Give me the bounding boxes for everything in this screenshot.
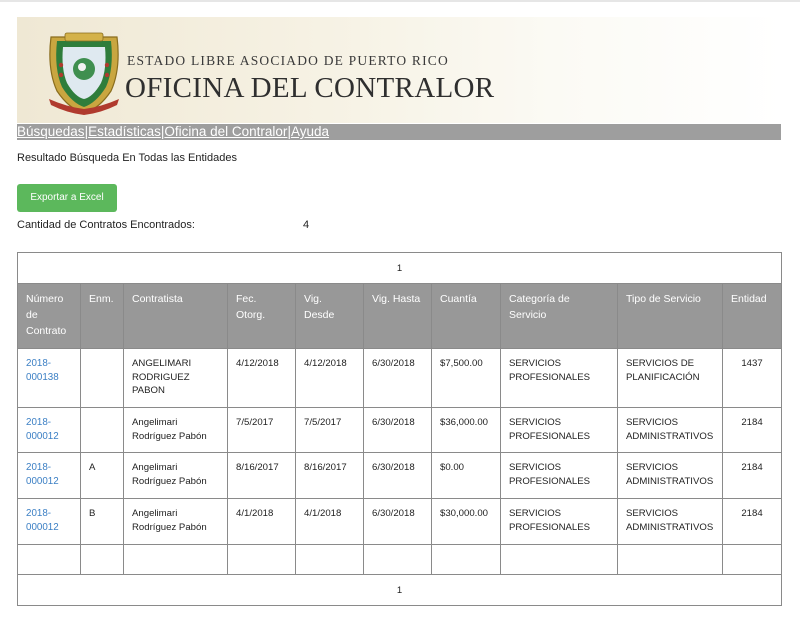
service-type-cell: SERVICIOS ADMINISTRATIVOS bbox=[618, 453, 723, 499]
contracts-table bbox=[17, 252, 782, 606]
valid-from-cell: 4/12/2018 bbox=[296, 349, 364, 408]
table-header bbox=[18, 284, 782, 349]
nav-separator: | bbox=[160, 124, 165, 139]
award-date-cell: 8/16/2017 bbox=[228, 453, 296, 499]
pager-top bbox=[18, 253, 782, 284]
contractor-cell: Angelimari Rodríguez Pabón bbox=[124, 499, 228, 545]
entity-cell: 2184 bbox=[723, 499, 782, 545]
service-type-cell: SERVICIOS ADMINISTRATIVOS bbox=[618, 499, 723, 545]
col-cuantia[interactable]: Cuantía bbox=[432, 284, 501, 349]
col-numero-contrato[interactable]: Número de Contrato bbox=[18, 284, 81, 349]
nav-separator: | bbox=[287, 124, 291, 139]
header-banner bbox=[17, 17, 781, 123]
category-cell: SERVICIOS PROFESIONALES bbox=[501, 408, 618, 453]
amount-cell: $0.00 bbox=[432, 453, 501, 499]
amount-cell: $7,500.00 bbox=[432, 349, 501, 408]
amount-cell: $36,000.00 bbox=[432, 408, 501, 453]
contract-number-link[interactable]: 2018-000138 bbox=[26, 358, 59, 383]
category-cell: SERVICIOS PROFESIONALES bbox=[501, 499, 618, 545]
amount-cell: $30,000.00 bbox=[432, 499, 501, 545]
award-date-cell: 7/5/2017 bbox=[228, 408, 296, 453]
page-link[interactable]: 1 bbox=[396, 584, 403, 596]
col-tipo-servicio[interactable]: Tipo de Servicio bbox=[618, 284, 723, 349]
col-contratista[interactable]: Contratista bbox=[124, 284, 228, 349]
top-border bbox=[0, 0, 800, 2]
service-type-cell: SERVICIOS ADMINISTRATIVOS bbox=[618, 408, 723, 453]
contractor-cell: Angelimari Rodríguez Pabón bbox=[124, 408, 228, 453]
nav-estadisticas[interactable]: Estadísticas bbox=[88, 124, 161, 139]
entity-cell: 2184 bbox=[723, 408, 782, 453]
contract-number-link[interactable]: 2018-000012 bbox=[26, 508, 59, 533]
nav-oficina-del-contralor[interactable]: Oficina del Contralor bbox=[164, 124, 288, 139]
valid-from-cell: 4/1/2018 bbox=[296, 499, 364, 545]
contract-number-link[interactable]: 2018-000012 bbox=[26, 417, 59, 442]
header-subtitle: ESTADO LIBRE ASOCIADO DE PUERTO RICO bbox=[127, 53, 449, 68]
entity-cell: 1437 bbox=[723, 349, 782, 408]
category-cell: SERVICIOS PROFESIONALES bbox=[501, 349, 618, 408]
nav-separator: | bbox=[84, 124, 89, 139]
table-row bbox=[18, 453, 782, 499]
col-vigencia-desde[interactable]: Vig. Desde bbox=[296, 284, 364, 349]
results-title: Resultado Búsqueda En Todas las Entidades bbox=[17, 152, 237, 164]
header-title: OFICINA DEL CONTRALOR bbox=[125, 72, 495, 104]
nav-busquedas[interactable]: Búsquedas bbox=[17, 124, 85, 139]
col-fecha-otorgamiento[interactable]: Fec. Otorg. bbox=[228, 284, 296, 349]
col-categoria-servicio[interactable]: Categoría de Servicio bbox=[501, 284, 618, 349]
col-vigencia-hasta[interactable]: Vig. Hasta bbox=[364, 284, 432, 349]
table-row bbox=[18, 499, 782, 545]
page-link[interactable]: 1 bbox=[396, 262, 403, 274]
amendment-cell: B bbox=[81, 499, 124, 545]
contracts-count-label: Cantidad de Contratos Encontrados: bbox=[17, 219, 195, 231]
service-type-cell: SERVICIOS DE PLANIFICACIÓN bbox=[618, 349, 723, 408]
export-excel-button[interactable]: Exportar a Excel bbox=[17, 184, 117, 212]
valid-from-cell: 7/5/2017 bbox=[296, 408, 364, 453]
amendment-cell: A bbox=[81, 453, 124, 499]
valid-to-cell: 6/30/2018 bbox=[364, 453, 432, 499]
table-row bbox=[18, 349, 782, 408]
nav-ayuda[interactable]: Ayuda bbox=[290, 124, 329, 139]
valid-from-cell: 8/16/2017 bbox=[296, 453, 364, 499]
amendment-cell bbox=[81, 349, 124, 408]
award-date-cell: 4/12/2018 bbox=[228, 349, 296, 408]
contracts-count-value: 4 bbox=[303, 219, 310, 231]
valid-to-cell: 6/30/2018 bbox=[364, 408, 432, 453]
category-cell: SERVICIOS PROFESIONALES bbox=[501, 453, 618, 499]
contractor-cell: Angelimari Rodríguez Pabón bbox=[124, 453, 228, 499]
nav-bar bbox=[17, 124, 781, 140]
contractor-cell: ANGELIMARI RODRIGUEZ PABON bbox=[124, 349, 228, 408]
contract-number-link[interactable]: 2018-000012 bbox=[26, 462, 59, 487]
valid-to-cell: 6/30/2018 bbox=[364, 349, 432, 408]
valid-to-cell: 6/30/2018 bbox=[364, 499, 432, 545]
empty-row bbox=[18, 545, 782, 575]
entity-cell: 2184 bbox=[723, 453, 782, 499]
col-enm[interactable]: Enm. bbox=[81, 284, 124, 349]
puerto-rico-seal-icon bbox=[47, 29, 121, 115]
pager-bottom bbox=[18, 575, 782, 606]
amendment-cell bbox=[81, 408, 124, 453]
col-entidad[interactable]: Entidad bbox=[723, 284, 782, 349]
award-date-cell: 4/1/2018 bbox=[228, 499, 296, 545]
table-row bbox=[18, 408, 782, 453]
